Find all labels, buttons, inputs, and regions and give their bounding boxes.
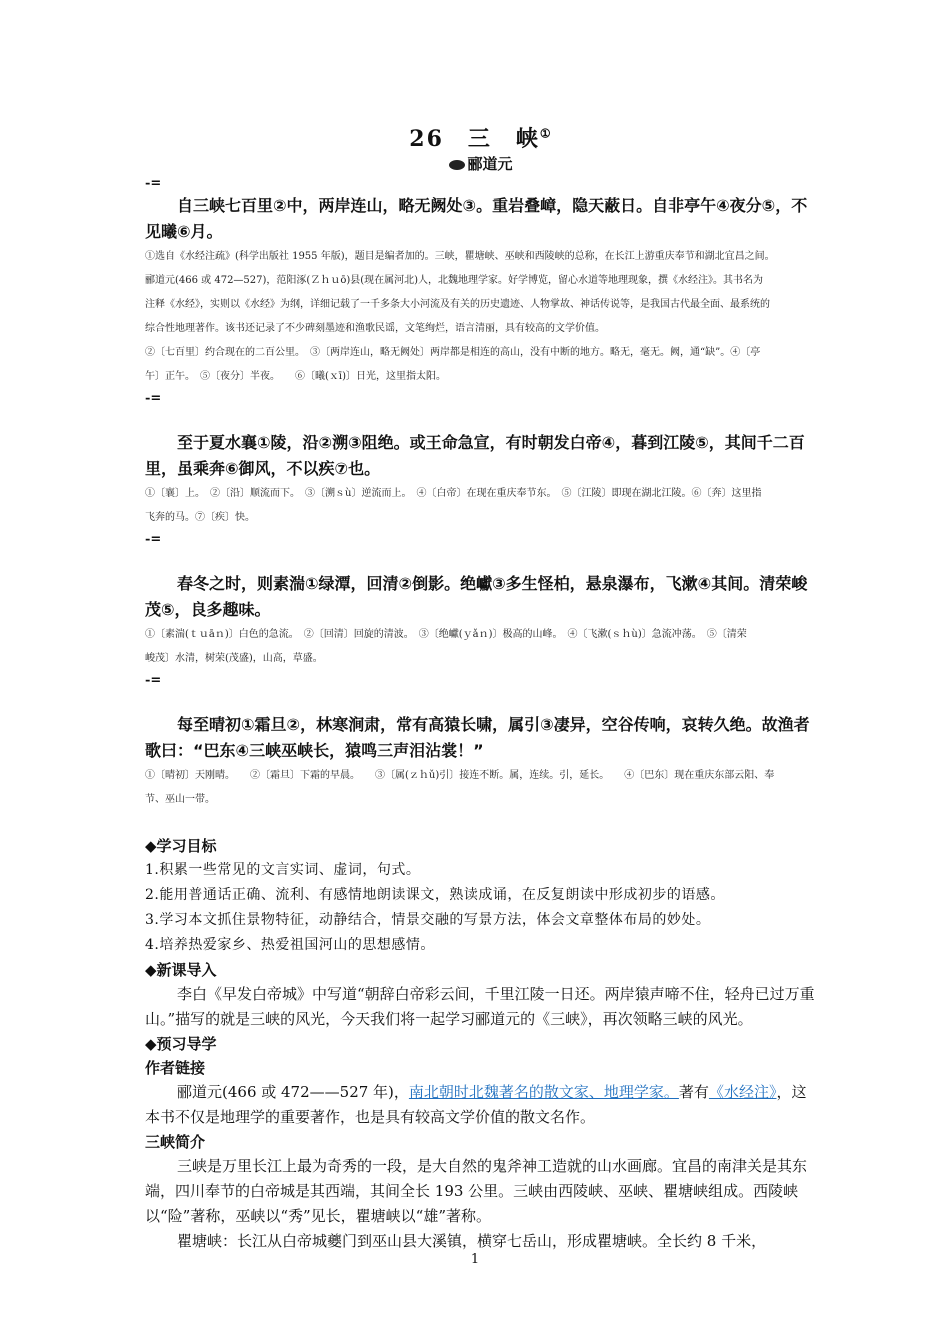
gorge-paragraph: 三峡是万里长江上最为奇秀的一段，是大自然的鬼斧神工造就的山水画廊。宜昌的南津关是其东端，四川奉节的白帝城是其西端，其间全长 193 公里。三峡由西陵峡、巫峡、瞿塘峡组成。西陵峡以“险”著称，巫峡以“秀”见长，瞿塘峡以“雄”著称。 <box>145 1157 808 1225</box>
section-marker: -= <box>145 673 162 688</box>
note-line: ①〔襄〕上。 ②〔沿〕顺流而下。 ③〔溯ｓù〕逆流而上。 ④〔白帝〕在现在重庆奉节东。 ⑤〔江陵〕即现在湖北江陵。⑥〔奔〕这里指 <box>145 488 762 499</box>
note-line: 节、巫山一带。 <box>145 794 215 805</box>
section-marker: -= <box>145 532 162 547</box>
preview-heading: ◆预习导学 <box>145 1035 217 1053</box>
author-mark-icon <box>449 160 465 170</box>
text-paragraph-3: 春冬之时，则素湍①绿潭，回清②倒影。绝巘③多生怪柏，悬泉瀑布，飞漱④其间。清荣峻茂⑤，良多趣味。 <box>145 574 808 619</box>
objectives-heading: ◆学习目标 <box>145 837 217 855</box>
text-paragraph-1: 自三峡七百里②中，两岸连山，略无阙处③。重岩叠嶂，隐天蔽日。自非亭午④夜分⑤，不见曦⑥月。 <box>145 196 808 241</box>
intro-paragraph: 李白《早发白帝城》中写道“朝辞白帝彩云间，千里江陵一日还。两岸猿声啼不住，轻舟已过万重山。”描写的就是三峡的风光，今天我们将一起学习郦道元的《三峡》，再次领略三峡的风光。 <box>145 985 815 1028</box>
note-line: ①〔素湍(ｔｕāｎ)〕白色的急流。 ②〔回清〕回旋的清波。 ③〔绝巘(ｙǎｎ)〕极高的山峰。 ④〔飞漱(ｓｈù)〕急流冲荡。 ⑤〔清荣 <box>145 629 747 640</box>
objective-item: 3.学习本文抓住景物特征，动静结合，情景交融的写景方法，体会文章整体布局的妙处。 <box>145 912 711 928</box>
author-paragraph: 郦道元(466 或 472——527 年)，南北朝时北魏著名的散文家、地理学家。著有《水经注》，这本书不仅是地理学的重要著作，也是具有较高文学价值的散文名作。 <box>145 1083 807 1126</box>
text-paragraph-4: 每至晴初①霜旦②，林寒涧肃，常有高猿长啸，属引③凄异，空谷传响，哀转久绝。故渔者歌曰：“巴东④三峡巫峡长，猿鸣三声泪沾裳！” <box>145 715 810 760</box>
objective-item: 1.积累一些常见的文言实词、虚词，句式。 <box>145 862 421 878</box>
author-link-heading: 作者链接 <box>145 1059 206 1077</box>
objective-item: 4.培养热爱家乡、热爱祖国河山的思想感情。 <box>145 937 435 953</box>
section-marker: -= <box>145 176 162 191</box>
qutang-paragraph: 瞿塘峡：长江从白帝城夔门到巫山县大溪镇，横穿七岳山，形成瞿塘峡。全长约 8 千米， <box>177 1232 767 1250</box>
author-desc-link[interactable]: 南北朝时北魏著名的散文家、地理学家。 <box>408 1083 679 1101</box>
objective-item: 2.能用普通话正确、流利、有感情地朗读课文，熟读成诵，在反复朗读中形成初步的语感。 <box>145 887 725 903</box>
note-line: 峻茂〕水清，树荣(茂盛)，山高，草盛。 <box>145 653 323 664</box>
note-line: ②〔七百里〕约合现在的二百公里。 ③〔两岸连山，略无阙处〕两岸都是相连的高山，没有中断的地方。略无，毫无。阙，通“缺”。④〔亭 <box>145 347 761 358</box>
author-line: 郦道元 <box>145 153 817 174</box>
note-line: ①〔晴初〕天刚晴。 ②〔霜旦〕下霜的早晨。 ③〔属(ｚｈǔ)引〕接连不断。属，连续。引，延长。 ④〔巴东〕现在重庆东部云阳、奉 <box>145 770 775 781</box>
section-marker: -= <box>145 391 162 406</box>
note-line: 午〕正午。 ⑤〔夜分〕半夜。 ⑥〔曦(ｘī)〕日光，这里指太阳。 <box>145 371 447 382</box>
page-number: 1 <box>470 1252 480 1267</box>
note-line: 注释《水经》，实则以《水经》为纲，详细记载了一千多条大小河流及有关的历史遗迹、人物掌故、神话传说等，是我国古代最全面、最系统的 <box>145 299 770 310</box>
text-paragraph-2: 至于夏水襄①陵，沿②溯③阻绝。或王命急宣，有时朝发白帝④，暮到江陵⑤，其间千二百里，虽乘奔⑥御风，不以疾⑦也。 <box>145 433 805 478</box>
lesson-title: 26 三 峡① <box>409 126 553 152</box>
intro-heading: ◆新课导入 <box>145 961 217 979</box>
note-line: 飞奔的马。⑦〔疾〕快。 <box>145 512 255 523</box>
note-line: 郦道元(466 或 472—527)，范阳涿(Ｚｈｕō)县(现在属河北)人，北魏地理学家。好学博览，留心水道等地理现象，撰《水经注》。其书名为 <box>145 275 764 286</box>
note-line: ①选自《水经注疏》(科学出版社 1955 年版)，题目是编者加的。三峡，瞿塘峡、巫峡和西陵峡的总称，在长江上游重庆奉节和湖北宜昌之间。 <box>145 251 775 262</box>
book-title-link[interactable]: 《水经注》 <box>708 1083 777 1101</box>
note-line: 综合性地理著作。该书还记录了不少碑刻墨迹和渔歌民谣，文笔绚烂，语言清丽，具有较高的文学价值。 <box>145 323 605 334</box>
gorge-intro-heading: 三峡简介 <box>145 1133 206 1151</box>
document-page <box>145 118 817 1254</box>
